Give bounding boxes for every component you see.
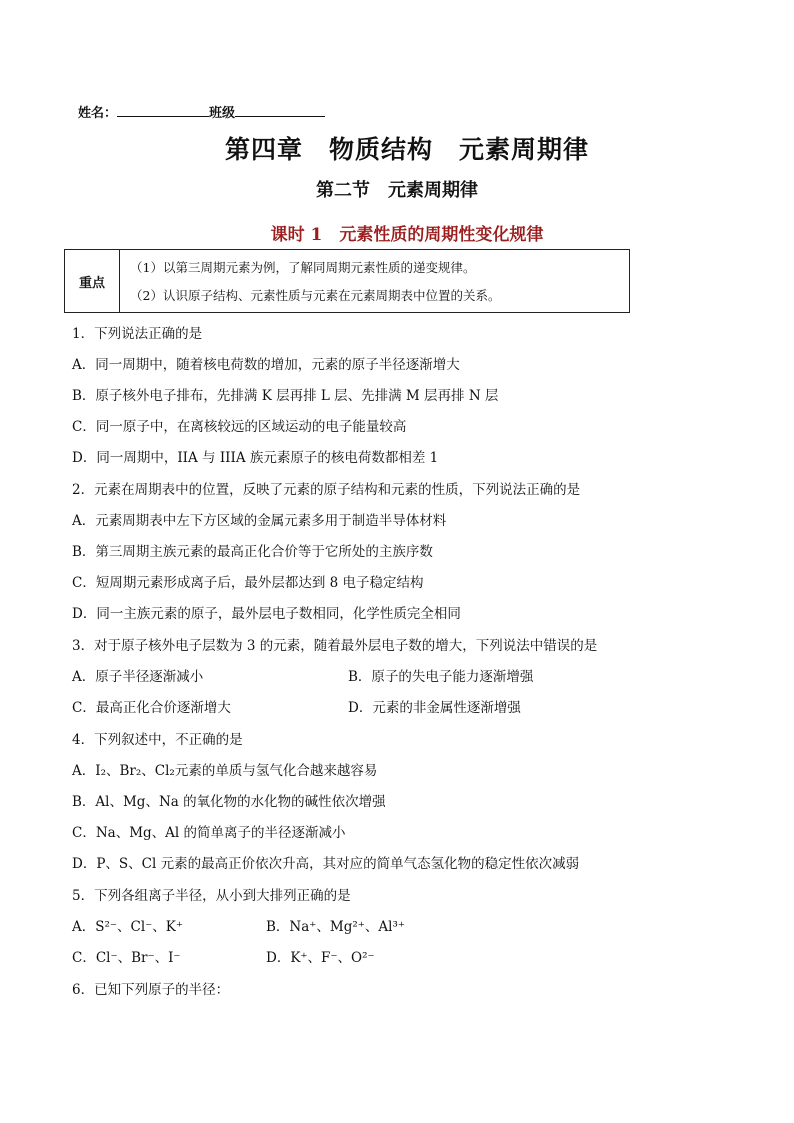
question-1-stem: 1．下列说法正确的是: [72, 326, 203, 342]
question-4-option-a[interactable]: A．I₂、Br₂、Cl₂元素的单质与氢气化合越来越容易: [72, 763, 378, 779]
key-point-item: （2）认识原子结构、元素性质与元素在元素周期表中位置的关系。: [130, 288, 501, 303]
class-blank[interactable]: [235, 104, 325, 117]
question-3-option-b[interactable]: B．原子的失电子能力逐渐增强: [348, 669, 534, 685]
question-4-option-c[interactable]: C．Na、Mg、Al 的简单离子的半径逐渐减小: [72, 825, 346, 841]
question-3-option-a[interactable]: A．原子半径逐渐减小: [72, 669, 204, 685]
question-5-option-b[interactable]: B．Na⁺、Mg²⁺、Al³⁺: [266, 919, 406, 935]
question-2-option-a[interactable]: A．元素周期表中左下方区域的金属元素多用于制造半导体材料: [72, 513, 447, 529]
question-3-stem: 3．对于原子核外电子层数为 3 的元素，随着最外层电子数的增大，下列说法中错误的是: [72, 638, 598, 654]
key-points-box: [64, 249, 630, 313]
question-5-stem: 5．下列各组离子半径，从小到大排列正确的是: [72, 888, 351, 904]
question-1-option-d[interactable]: D．同一周期中，IIA 与 IIIA 族元素原子的核电荷数都相差 1: [72, 450, 439, 466]
name-label: 姓名：: [78, 106, 118, 121]
question-3-option-c[interactable]: C．最高正化合价逐渐增大: [72, 700, 231, 716]
question-3-option-d[interactable]: D．元素的非金属性逐渐增强: [348, 700, 521, 716]
section-title: 第二节 元素周期律: [316, 180, 478, 201]
question-4-stem: 4．下列叙述中，不正确的是: [72, 732, 243, 748]
question-1-option-a[interactable]: A．同一周期中，随着核电荷数的增加，元素的原子半径逐渐增大: [72, 357, 460, 373]
chapter-title: 第四章 物质结构 元素周期律: [224, 135, 589, 164]
question-2-option-c[interactable]: C．短周期元素形成离子后，最外层都达到 8 电子稳定结构: [72, 575, 424, 591]
key-points-list: [120, 250, 629, 312]
question-2-stem: 2．元素在周期表中的位置，反映了元素的原子结构和元素的性质，下列说法正确的是: [72, 482, 581, 498]
class-label: 班级: [209, 106, 236, 121]
question-5-option-d[interactable]: D．K⁺、F⁻、O²⁻: [266, 950, 375, 966]
key-point-item: （1）以第三周期元素为例，了解同周期元素性质的递变规律。: [130, 260, 476, 275]
question-4-option-d[interactable]: D．P、S、Cl 元素的最高正价依次升高，其对应的简单气态氢化物的稳定性依次减弱: [72, 856, 580, 872]
lesson-title: 课时 1 元素性质的周期性变化规律: [270, 225, 544, 245]
question-5-option-c[interactable]: C．Cl⁻、Br⁻、I⁻: [72, 950, 181, 966]
question-6-stem: 6．已知下列原子的半径：: [72, 982, 230, 998]
question-1-option-c[interactable]: C．同一原子中，在离核较远的区域运动的电子能量较高: [72, 419, 407, 435]
question-2-option-d[interactable]: D．同一主族元素的原子，最外层电子数相同，化学性质完全相同: [72, 606, 461, 622]
question-2-option-b[interactable]: B．第三周期主族元素的最高正化合价等于它所处的主族序数: [72, 544, 433, 560]
key-points-label: 重点: [65, 250, 120, 312]
question-4-option-b[interactable]: B．Al、Mg、Na 的氧化物的水化物的碱性依次增强: [72, 794, 386, 810]
student-info-line: [78, 102, 325, 121]
question-1-option-b[interactable]: B．原子核外电子排布，先排满 K 层再排 L 层、先排满 M 层再排 N 层: [72, 388, 499, 404]
question-5-option-a[interactable]: A．S²⁻、Cl⁻、K⁺: [72, 919, 184, 935]
name-blank[interactable]: [117, 104, 209, 117]
